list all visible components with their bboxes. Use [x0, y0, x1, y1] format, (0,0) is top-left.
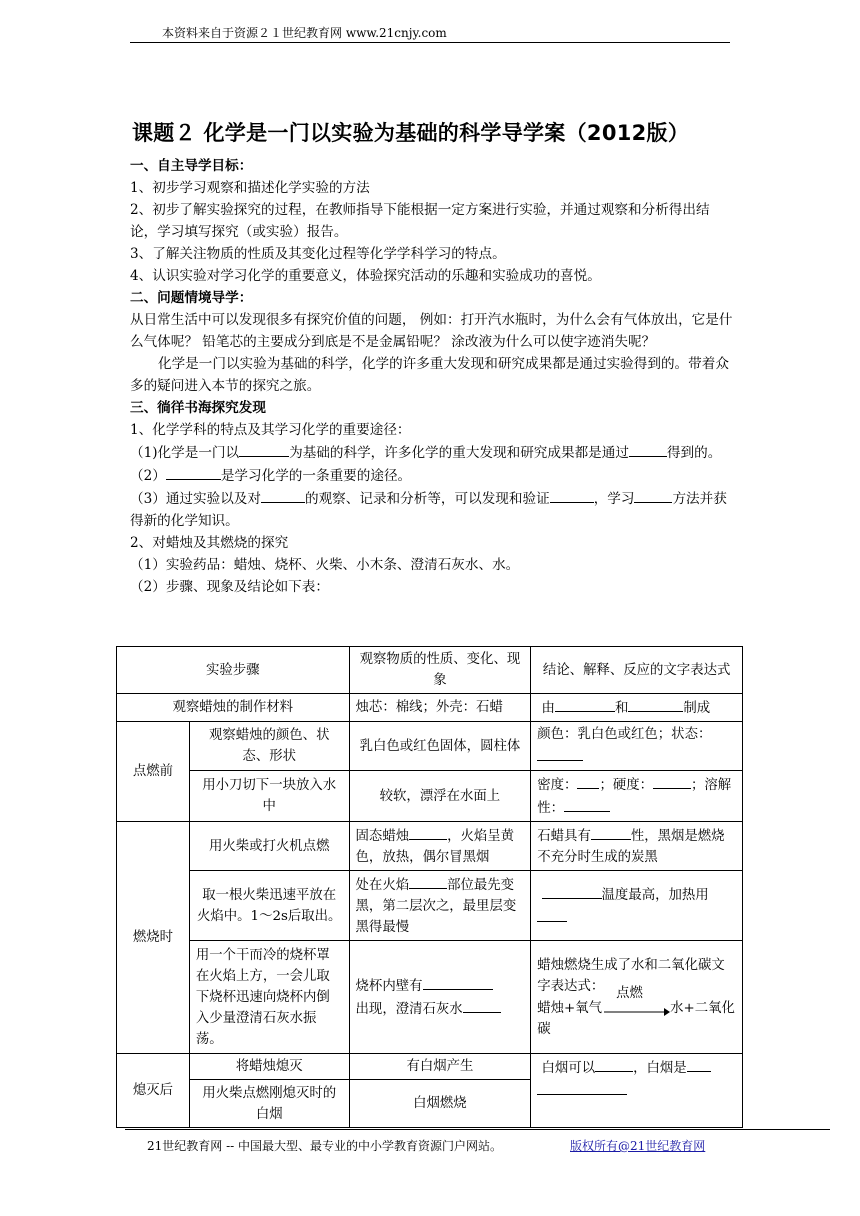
goal-item-3: 3、了解关注物质的性质及其变化过程等化学学科学习的特点。 [130, 246, 506, 262]
row1-blank-1[interactable] [555, 696, 615, 712]
table-row [117, 871, 743, 941]
row1-conclusion [531, 694, 743, 722]
q1-text-b: 为基础的科学，许多化学的重大发现和研究成果都是通过 [289, 445, 629, 461]
row3-c-c: ；溶解性： [537, 778, 732, 816]
header-divider [130, 42, 730, 43]
equation-right: 水+二氧化碳 [537, 1000, 735, 1037]
row3-blank-1[interactable] [577, 773, 599, 789]
table-row [117, 822, 743, 871]
q2-text-b: 是学习化学的一条重要的途径。 [220, 468, 412, 484]
row5-obs-a: 处在火焰 [355, 878, 410, 893]
q3-text-a: （3）通过实验以及对 [130, 491, 261, 507]
table-header-row [117, 647, 743, 694]
row6-conclusion [531, 941, 743, 1054]
q2-text-a: （2） [130, 468, 166, 484]
equation-left: 蜡烛+氧气 [537, 1000, 603, 1016]
experiment-table [116, 646, 743, 1128]
header-conclusions: 结论、解释、反应的文字表达式 [531, 647, 743, 694]
row3-blank-3[interactable] [564, 796, 610, 812]
row7-c-b: ，白烟是 [633, 1061, 687, 1076]
q1-text-a: （1)化学是一门以 [130, 445, 240, 461]
footer-divider [125, 1129, 830, 1130]
section2-heading: 二、问题情境导学： [130, 290, 253, 306]
row6-c-a: 蜡烛燃烧生成了水和二氧化碳文字表达式： [537, 957, 725, 994]
group-after-extinguish: 熄灭后 [117, 1054, 190, 1128]
row2-c-text: 颜色：乳白色或红色；状态： [537, 727, 712, 742]
row6-observation [349, 941, 531, 1054]
question-3 [130, 487, 736, 532]
reaction-condition: 点燃 [616, 985, 643, 1001]
row4-c-a: 石蜡具有 [537, 829, 591, 844]
row6-obs-b: 出现，澄清石灰水 [355, 1002, 463, 1017]
header-source-text: 本资料来自于资源２１世纪教育网 www.21cnjy.com [162, 26, 447, 40]
group-before-lighting: 点燃前 [117, 722, 190, 822]
question-1 [130, 441, 736, 464]
row7-observation: 有白烟产生 [349, 1054, 531, 1080]
page-header [130, 24, 730, 41]
row1-c-c: 制成 [683, 701, 711, 716]
row2-observation: 乳白色或红色固体，圆柱体 [349, 722, 531, 771]
row5-step: 取一根火柴迅速平放在火焰中。1～2s后取出。 [189, 871, 349, 941]
row5-observation [349, 871, 531, 941]
q3-text-d: 方法并获得新的化学知识。 [130, 491, 727, 529]
table-row [117, 941, 743, 1054]
row4-obs-a: 固态蜡烛 [355, 829, 410, 844]
q3-blank-2[interactable] [550, 487, 594, 503]
row7-step: 将蜡烛熄灭 [189, 1054, 349, 1080]
row1-observation: 烛芯：棉线；外壳：石蜡 [349, 694, 531, 722]
row1-step: 观察蜡烛的制作材料 [117, 694, 350, 722]
row7-blank-2[interactable] [687, 1056, 711, 1072]
row6-step: 用一个干而冷的烧杯罩在火焰上方，一会儿取下烧杯迅速向烧杯内倒入少量澄清石灰水振荡。 [189, 941, 349, 1054]
row2-conclusion [531, 722, 743, 771]
row5-conclusion [531, 871, 743, 941]
document-body [130, 155, 736, 598]
row5-c-text: 温度最高，加热用 [601, 887, 709, 903]
row6-blank-1[interactable] [423, 974, 493, 990]
row1-blank-2[interactable] [628, 696, 683, 712]
page-title: 课题２ 化学是一门以实验为基础的科学导学案（2012版） [132, 121, 690, 145]
group-while-burning: 燃烧时 [117, 822, 190, 1054]
header-steps: 实验步骤 [117, 647, 350, 694]
row6-blank-2[interactable] [463, 997, 501, 1013]
goal-item-2: 2、初步了解实验探究的过程，在教师指导下能根据一定方案进行实验，并通过观察和分析得出结论，学习填写探究（或实验）报告。 [130, 202, 710, 240]
reaction-arrow [602, 985, 670, 1019]
q2-blank-1[interactable] [166, 464, 221, 480]
row7-c-a: 白烟可以 [541, 1061, 596, 1076]
row5-blank[interactable] [409, 873, 447, 889]
row6-obs-a: 烧杯内壁有 [355, 979, 423, 994]
table-row [117, 1054, 743, 1080]
row4-c-b: 性，黑烟是燃烧不充分时生成的炭黑 [537, 829, 725, 865]
header-observations: 观察物质的性质、变化、现象 [349, 647, 531, 694]
row3-observation: 较软，漂浮在水面上 [349, 771, 531, 822]
arrow-icon [602, 1007, 670, 1017]
row4-step: 用火柴或打火机点燃 [189, 822, 349, 871]
steps-intro-line: （2）步骤、现象及结论如下表： [130, 579, 329, 595]
section2-paragraph-1: 从日常生活中可以发现很多有探究价值的问题， 例如：打开汽水瓶时，为什么会有气体放出，它是什么气体呢？ 铅笔芯的主要成分到底是不是金属铅呢？ 涂改液为什么可以使字迹消失呢？ [130, 312, 733, 350]
q1-text-c: 得到的。 [666, 445, 722, 461]
row5-obs-b: 部位最先变黑，第二层次之，最里层变黑得最慢 [355, 878, 517, 935]
row4-blank-c[interactable] [591, 824, 631, 840]
q3-text-b: 的观察、记录和分析等，可以发现和验证 [305, 491, 550, 507]
q1-blank-2[interactable] [629, 441, 667, 457]
section2-paragraph-2: 化学是一门以实验为基础的科学，化学的许多重大发现和研究成果都是通过实验得到的。带着众多的疑问进入本节的探究之旅。 [130, 356, 729, 394]
section3-heading: 三、徜徉书海探究发现 [130, 400, 266, 416]
row3-conclusion [531, 771, 743, 822]
materials-line: （1）实验药品：蜡烛、烧杯、火柴、小木条、澄清石灰水、水。 [130, 557, 520, 573]
row1-c-a: 由 [541, 701, 555, 716]
row3-c-b: ；硬度： [599, 778, 654, 793]
table-row [117, 771, 743, 822]
row3-blank-2[interactable] [653, 773, 691, 789]
row2-step: 观察蜡烛的颜色、状态、形状 [189, 722, 349, 771]
q3-blank-1[interactable] [261, 487, 305, 503]
row8-observation: 白烟燃烧 [349, 1080, 531, 1128]
row7-blank-1[interactable] [595, 1056, 633, 1072]
subsection-1-heading: 1、化学学科的特点及其学习化学的重要途径： [130, 422, 411, 438]
row5-blank-1[interactable] [542, 883, 602, 899]
row1-c-b: 和 [614, 701, 629, 716]
footer-text: 21世纪教育网 -- 中国最大型、最专业的中小学教育资源门户网站。 [147, 1139, 503, 1153]
q3-blank-3[interactable] [634, 487, 672, 503]
table-row [117, 722, 743, 771]
row2-blank[interactable] [537, 745, 583, 761]
q3-text-c: ，学习 [593, 491, 635, 507]
table-row [117, 694, 743, 722]
row7-blank-3[interactable] [537, 1079, 627, 1095]
row4-observation [349, 822, 531, 871]
row4-conclusion [531, 822, 743, 871]
goal-item-1: 1、初步学习观察和描述化学实验的方法 [130, 180, 370, 196]
row7-conclusion [531, 1054, 743, 1128]
subsection-2-heading: 2、对蜡烛及其燃烧的探究 [130, 535, 289, 551]
row5-blank-2[interactable] [537, 906, 567, 922]
row3-c-a: 密度： [537, 778, 578, 793]
footer-copyright-link[interactable]: 版权所有@21世纪教育网 [570, 1139, 706, 1153]
question-2 [130, 464, 736, 487]
row4-blank[interactable] [409, 824, 447, 840]
section1-heading: 一、自主导学目标： [130, 158, 253, 174]
row8-step: 用火柴点燃刚熄灭时的白烟 [189, 1080, 349, 1128]
row3-step: 用小刀切下一块放入水中 [189, 771, 349, 822]
row4-obs-b: ，火焰呈黄色，放热，偶尔冒黑烟 [355, 829, 515, 865]
goal-item-4: 4、认识实验对学习化学的重要意义，体验探究活动的乐趣和实验成功的喜悦。 [130, 268, 601, 284]
q1-blank-1[interactable] [239, 441, 289, 457]
